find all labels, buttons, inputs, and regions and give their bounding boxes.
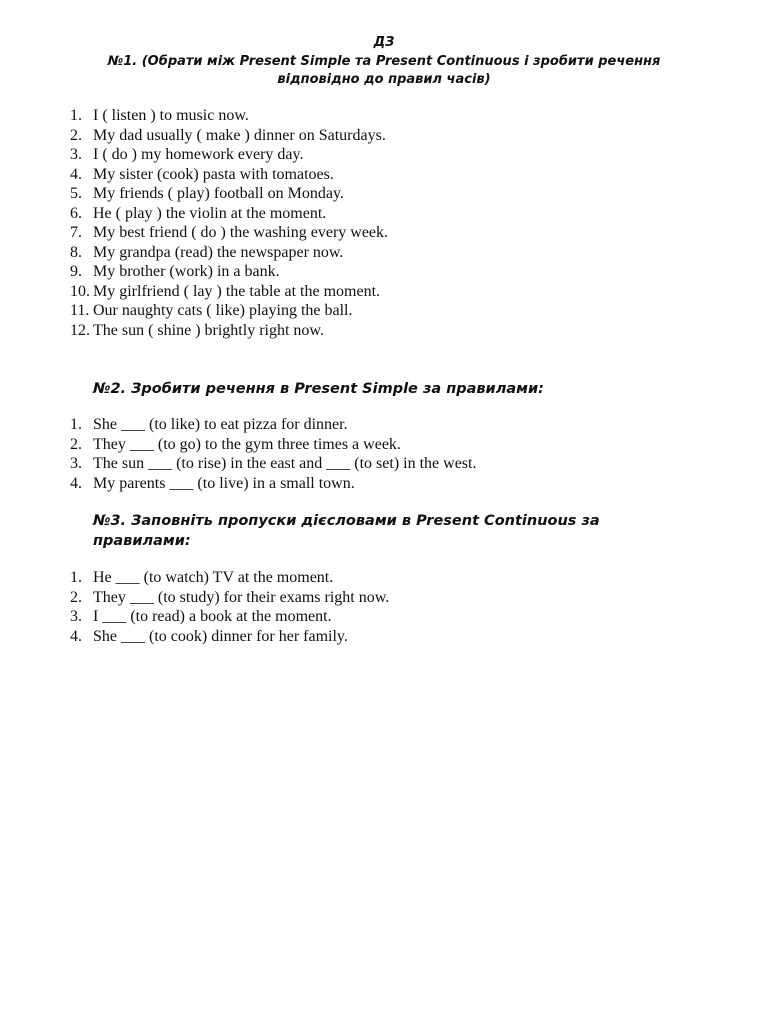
task3-heading-line1: №3. Заповніть пропуски дієсловами в Present Continuous за	[93, 513, 600, 529]
item-text: My best friend ( do ) the washing every week.	[93, 224, 389, 241]
item-number: 7.	[70, 224, 82, 241]
item-number: 4.	[70, 165, 82, 183]
item-number: 2.	[70, 588, 82, 606]
item-text: My sister (cook) pasta with tomatoes.	[93, 165, 334, 183]
task1-heading	[84, 53, 684, 89]
item-number: 8.	[70, 243, 82, 261]
document-title: ДЗ	[373, 35, 395, 50]
item-text: My grandpa (read) the newspaper now.	[93, 243, 344, 261]
item-number: 2.	[70, 126, 82, 144]
item-text: He ___ (to watch) TV at the moment.	[93, 569, 334, 586]
task2-heading: №2. Зробити речення в Present Simple за правилами:	[93, 381, 544, 397]
item-text: They ___ (to study) for their exams right now.	[93, 588, 390, 606]
task1-heading-line1: №1. (Обрати між Present Simple та Present Continuous і зробити речення	[107, 54, 661, 69]
item-text: My parents ___ (to live) in a small town.	[93, 474, 355, 492]
task3-heading-line2: правилами:	[93, 533, 191, 549]
item-number: 5.	[70, 185, 82, 202]
item-number: 3.	[70, 608, 82, 625]
item-text: I ( do ) my homework every day.	[93, 146, 304, 163]
item-text: My dad usually ( make ) dinner on Saturdays.	[93, 126, 386, 144]
item-number: 1.	[70, 416, 82, 433]
item-number: 10.	[70, 282, 90, 300]
item-number: 4.	[70, 474, 82, 492]
item-text: They ___ (to go) to the gym three times a week.	[93, 435, 401, 453]
item-text: The sun ___ (to rise) in the east and ___ (to set) in the west.	[93, 455, 477, 472]
item-text: My girlfriend ( lay ) the table at the moment.	[93, 282, 381, 300]
item-text: He ( play ) the violin at the moment.	[93, 204, 327, 222]
item-text: I ( listen ) to music now.	[93, 107, 249, 124]
item-number: 1.	[70, 107, 82, 124]
item-number: 4.	[70, 627, 82, 645]
item-text: She ___ (to cook) dinner for her family.	[93, 627, 348, 645]
item-text: Our naughty cats ( like) playing the ball.	[93, 302, 353, 319]
item-number: 12.	[70, 321, 90, 339]
task3-heading	[93, 511, 653, 551]
item-number: 6.	[70, 204, 82, 222]
item-number: 1.	[70, 569, 82, 586]
item-text: The sun ( shine ) brightly right now.	[93, 321, 324, 339]
item-text: She ___ (to like) to eat pizza for dinner.	[93, 416, 348, 433]
task1-heading-line2: відповідно до правил часів)	[277, 72, 491, 87]
item-number: 3.	[70, 146, 82, 163]
item-text: I ___ (to read) a book at the moment.	[93, 608, 332, 625]
item-text: My brother (work) in a bank.	[93, 263, 280, 280]
item-number: 11.	[70, 302, 90, 319]
item-number: 2.	[70, 435, 82, 453]
item-number: 9.	[70, 263, 82, 280]
item-number: 3.	[70, 455, 82, 472]
item-text: My friends ( play) football on Monday.	[93, 185, 344, 202]
